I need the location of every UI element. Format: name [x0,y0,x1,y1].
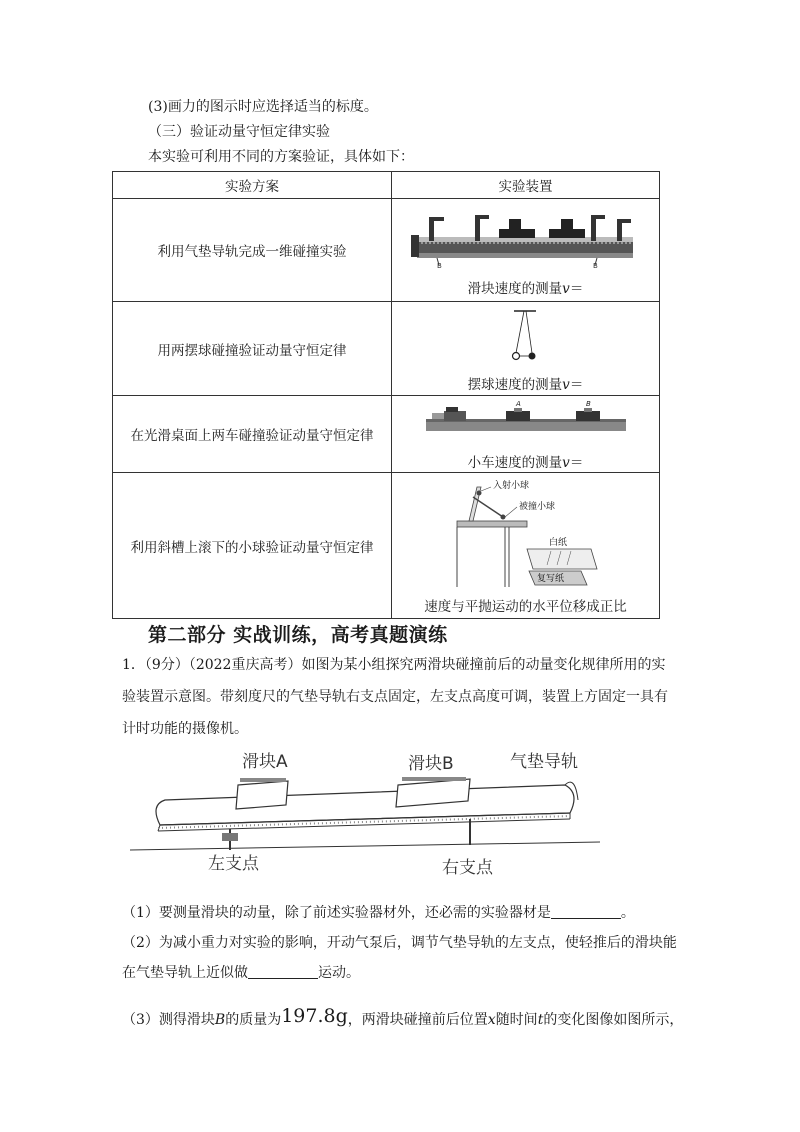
experiment-table [112,171,660,619]
question-2-line-2: 在气垫导轨上近似做 运动。 [122,965,360,981]
mass-value: 197.8g [281,1005,348,1027]
question-2-line-1: （2）为减小重力对实验的影响，开动气泵后，调节气垫导轨的左支点，使轻推后的滑块能 [122,935,677,951]
apparatus-cell [392,396,660,473]
chute-label-carbon: 复写纸 [536,573,564,584]
rail-label-right: B [592,262,598,269]
apparatus-cell [392,473,660,619]
apparatus-caption: 速度与平抛运动的水平位移成正比 [424,598,627,615]
part-two-heading: 第二部分 实战训练，高考真题演练 [148,624,448,646]
table-row [113,473,660,619]
answer-blank-2[interactable] [248,964,318,979]
intro-line-1: (3)画力的图示时应选择适当的标度。 [148,99,378,115]
problem-intro-line-3: 计时功能的摄像机。 [122,721,248,737]
chute-label-incident: 入射小球 [492,480,529,491]
apparatus-cell [392,302,660,396]
table-header-row [113,172,660,199]
figure-label-right-support: 右支点 [442,858,493,878]
table-row [113,396,660,473]
chute-diagram [451,479,601,591]
figure-label-left-support: 左支点 [208,854,259,874]
intro-line-3: 本实验可利用不同的方案验证，具体如下： [148,149,414,165]
table-header-apparatus: 实验装置 [392,172,660,199]
scheme-cell: 利用气垫导轨完成一维碰撞实验 [113,199,392,302]
problem-intro-line-2: 验装置示意图。带刻度尺的气垫导轨右支点固定，左支点高度可调，装置上方固定一具有 [122,689,668,705]
rail-label-left: B [436,262,442,269]
air-track-diagram [411,207,641,269]
table-header-scheme: 实验方案 [113,172,392,199]
scheme-cell: 用两摆球碰撞验证动量守恒定律 [113,302,392,396]
table-row [113,199,660,302]
answer-blank-1[interactable] [551,904,621,919]
figure-label-slider-a: 滑块A [242,752,288,772]
cart-label-a: A [515,400,521,408]
apparatus-caption: 小车速度的测量v＝ [467,455,584,471]
apparatus-caption: 滑块速度的测量v＝ [467,281,584,297]
chute-label-target: 被撞小球 [518,501,555,512]
section-title: （三）验证动量守恒定律实验 [148,124,330,140]
cart-label-b: B [585,400,591,408]
pendulum-diagram [486,309,566,363]
apparatus-cell [392,199,660,302]
carts-diagram [426,399,626,437]
table-row [113,302,660,396]
air-track-figure [130,745,600,880]
problem-intro-line-1: 1．（9分）（2022重庆高考）如图为某小组探究两滑块碰撞前后的动量变化规律所用的实 [122,657,666,673]
question-1: （1）要测量滑块的动量，除了前述实验器材外，还必需的实验器材是 。 [122,905,635,921]
problem-intro [122,649,682,745]
figure-label-rail: 气垫导轨 [510,752,578,772]
chute-label-paper: 白纸 [548,537,567,548]
figure-label-slider-b: 滑块B [408,754,454,774]
scheme-cell: 在光滑桌面上两车碰撞验证动量守恒定律 [113,396,392,473]
scheme-cell: 利用斜槽上滚下的小球验证动量守恒定律 [113,473,392,619]
question-3: （3）测得滑块B的质量为197.8g，两滑块碰撞前后位置x随时间t的变化图像如图所示， [122,1005,684,1028]
apparatus-caption: 摆球速度的测量v＝ [467,376,584,393]
